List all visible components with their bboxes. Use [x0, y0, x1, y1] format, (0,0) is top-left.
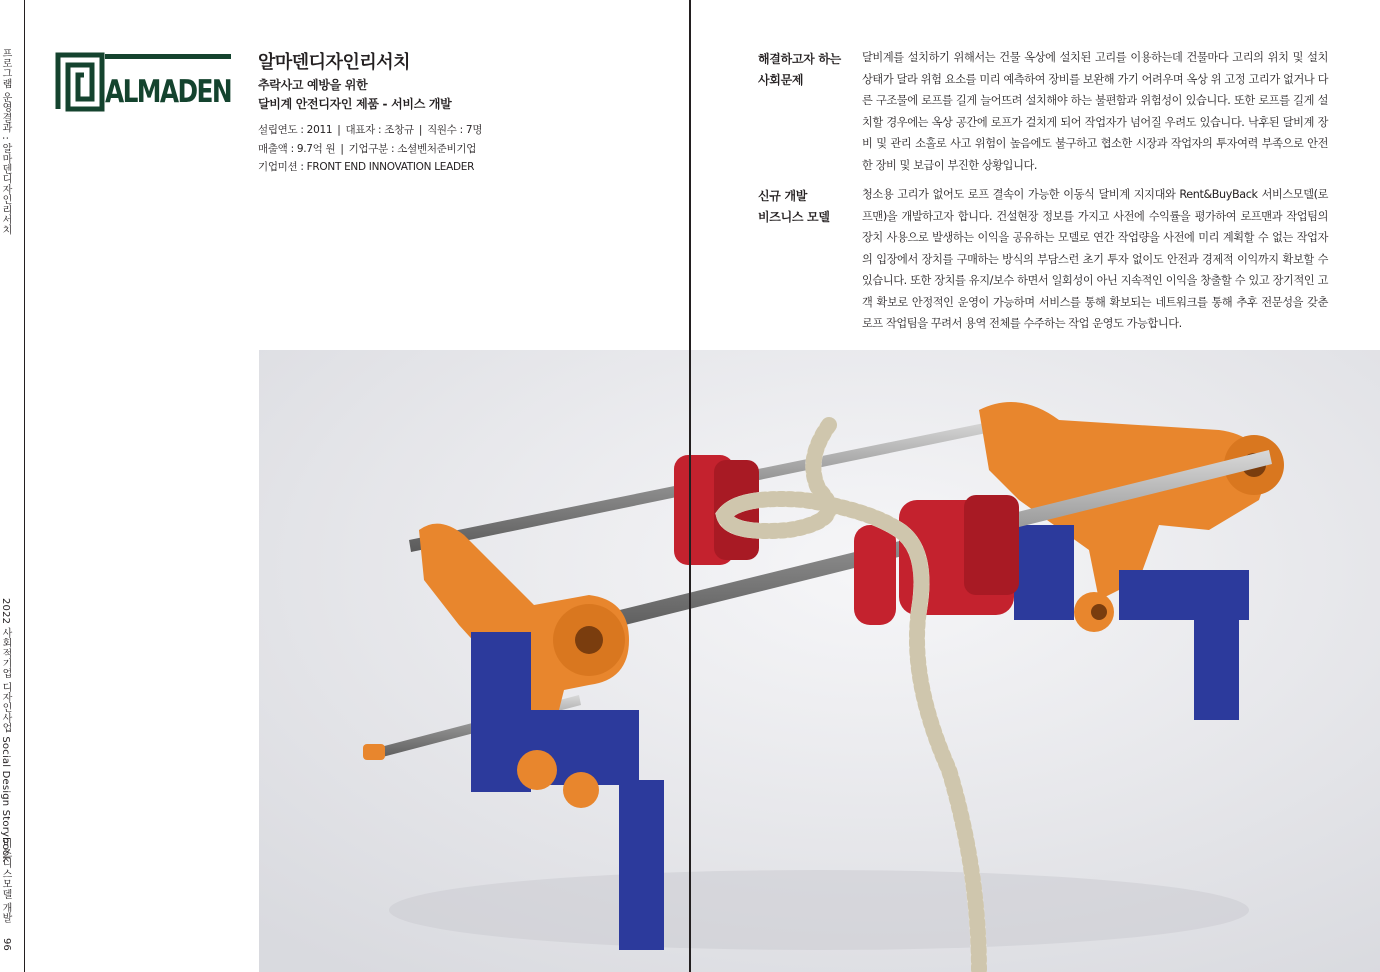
product-photo	[259, 350, 1380, 972]
facts-row-1	[258, 121, 482, 140]
section-body-social-problem: 달비계를 설치하기 위해서는 건물 옥상에 설치된 고리를 이용하는데 건물마다 고리의 위치 및 설치 상태가 달라 위험 요소를 미리 예측하여 장비를 보완해 가기 어려우며 옥상 위 고정 고리가 없거나 다른 구조물에 로프를 길게 늘어뜨려 설치해야 하는 불편함과 위험성이 있습니다. 또한 로프를 길게 설치할 경우에는 옥상 공간에 로프가 걸치게 되어 작업자가 넘어질 우려도 있습니다. 낙후된 달비계 장비 및 관리 소홀로 사고 위험이 높음에도 불구하고 협소한 시장과 작업자의 투자여력 부족으로 안전한 장비 및 보급이 부진한 상황입니다.	[862, 51, 1328, 172]
facts-row-2	[258, 140, 482, 159]
company-name: 알마덴디자인리서치	[258, 52, 410, 73]
page-gutter-rule	[689, 0, 691, 972]
section-body-business-model: 청소용 고리가 없어도 로프 결속이 가능한 이동식 달비계 지지대와 Rent&BuyBack 서비스모델(로프맨)을 개발하고자 합니다. 건설현장 정보를 가지고 사전에 수익률을 평가하여 로프맨과 작업팀의 장치 사용으로 발생하는 이익을 공유하는 모델로 연간 작업량을 사전에 미리 계획할 수 없는 작업자의 입장에서 장치를 구매하는 방식의 부담스런 초기 투자 없이도 안전과 경제적 이익까지 확보할 수 있습니다. 또한 장치를 유지/보수 하면서 일회성이 아닌 지속적인 이익을 창출할 수 있고 장기적인 고객 확보로 안정적인 운영이 가능하며 서비스를 통해 확보되는 네트워크를 통해 추후 전문성을 갖춘 로프 작업팀을 꾸려서 용역 전체를 수주하는 작업 운영도 가능합니다.	[862, 188, 1328, 330]
fact-mission: 기업미션 : FRONT END INNOVATION LEADER	[258, 161, 475, 173]
fact-revenue: 매출액 : 9.7억 원	[258, 142, 336, 155]
section-heading-line: 신규 개발	[758, 189, 808, 203]
section-heading-line: 비즈니스 모델	[758, 210, 830, 224]
fact-ceo: 대표자 : 조창규	[345, 124, 414, 136]
fact-separator: |	[340, 142, 344, 155]
page-number: 96	[1, 938, 12, 951]
section-heading-business-model	[758, 186, 848, 228]
fact-type: 기업구분 : 소셜벤처준비기업	[348, 142, 477, 155]
left-margin-rule	[24, 0, 25, 972]
logo-wordmark: ALMADEN	[105, 74, 232, 110]
fact-separator: |	[418, 124, 423, 136]
fact-separator: |	[337, 124, 341, 136]
fact-employees: 직원수 : 7명	[427, 124, 483, 136]
company-logo	[55, 52, 231, 112]
section-heading-line: 해결하고자 하는	[758, 52, 841, 66]
section-title: 비즈니스모델 개발	[0, 838, 11, 923]
company-tagline	[258, 76, 451, 114]
running-title: 프로그램 운영결과 : 알마덴디자인리서치	[0, 48, 11, 236]
section-heading-line: 사회문제	[758, 73, 804, 87]
company-facts	[258, 121, 482, 177]
facts-row-3	[258, 158, 482, 177]
fact-founded: 설립연도 : 2011	[258, 124, 333, 136]
tagline-line-1: 추락사고 예방을 위한	[258, 78, 368, 92]
section-heading-social-problem	[758, 49, 848, 91]
book-title: 2022 사회적기업 디자인사업 Social Design Storybook	[0, 598, 11, 863]
tagline-line-2: 달비계 안전디자인 제품 - 서비스 개발	[258, 97, 452, 111]
